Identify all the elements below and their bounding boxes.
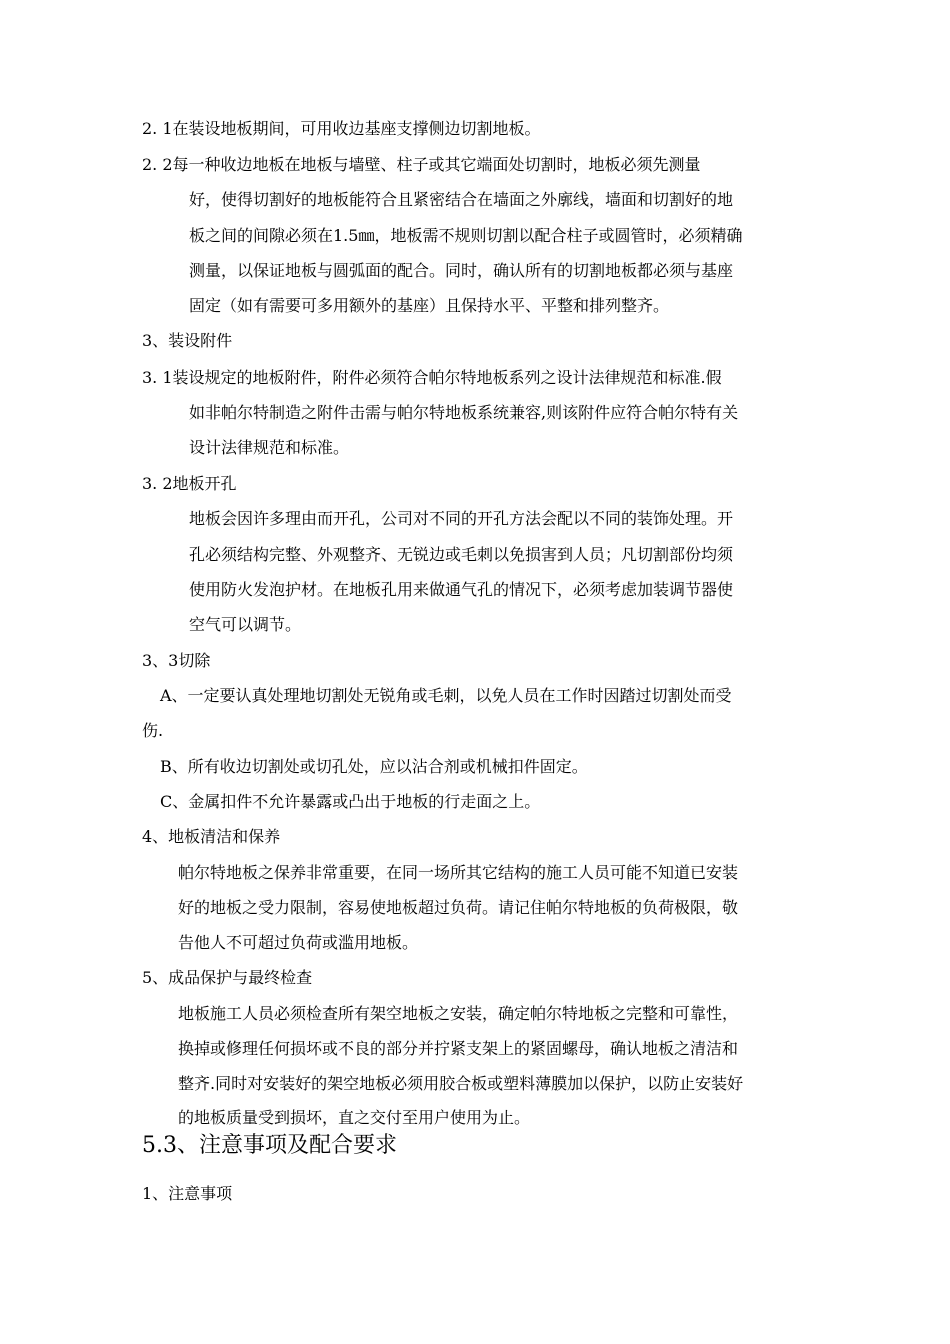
section-title: 3. 2地板开孔 bbox=[142, 474, 237, 493]
subsection-title: 1、注意事项 bbox=[142, 1184, 233, 1203]
section-title: 3、装设附件 bbox=[142, 331, 233, 350]
text-line: 如非帕尔特制造之附件击需与帕尔特地板系统兼容,则该附件应符合帕尔特有关 bbox=[189, 403, 739, 422]
text-line: 整齐.同时对安装好的架空地板必须用胶合板或塑料薄膜加以保护，以防止安装好 bbox=[178, 1074, 744, 1093]
text-line: 板之间的间隙必须在1.5㎜，地板需不规则切割以配合柱子或圆管时，必须精确 bbox=[189, 226, 743, 245]
text-line: C、金属扣件不允许暴露或凸出于地板的行走面之上。 bbox=[160, 792, 541, 811]
text-line: 使用防火发泡护材。在地板孔用来做通气孔的情况下，必须考虑加装调节器使 bbox=[189, 580, 734, 599]
text-line: 地板施工人员必须检查所有架空地板之安装，确定帕尔特地板之完整和可靠性， bbox=[178, 1004, 739, 1023]
text-line: 固定（如有需要可多用额外的基座）且保持水平、平整和排列整齐。 bbox=[189, 296, 670, 315]
text-line: 孔必须结构完整、外观整齐、无锐边或毛刺以免损害到人员；凡切割部份均须 bbox=[189, 545, 734, 564]
text-line: A、一定要认真处理地切割处无锐角或毛刺，以免人员在工作时因踏过切割处而受 bbox=[160, 686, 732, 705]
text-line: 设计法律规范和标准。 bbox=[189, 438, 350, 457]
section-title: 3、3切除 bbox=[142, 651, 211, 670]
text-line: 2. 2每一种收边地板在地板与墙壁、柱子或其它端面处切割时，地板必须先测量 bbox=[142, 155, 701, 174]
text-line: 2. 1在装设地板期间，可用收边基座支撑侧边切割地板。 bbox=[142, 119, 541, 138]
section-title: 5、成品保护与最终检查 bbox=[142, 968, 313, 987]
text-line: 的地板质量受到损坏，直之交付至用户使用为止。 bbox=[178, 1108, 531, 1127]
section-heading: 5.3、注意事项及配合要求 bbox=[142, 1133, 397, 1158]
section-title: 4、地板清洁和保养 bbox=[142, 827, 281, 846]
text-line: 伤. bbox=[142, 721, 164, 740]
text-line: 测量，以保证地板与圆弧面的配合。同时，确认所有的切割地板都必须与基座 bbox=[189, 261, 734, 280]
text-line: 换掉或修理任何损坏或不良的部分并拧紧支架上的紧固螺母，确认地板之清洁和 bbox=[178, 1039, 739, 1058]
text-line: B、所有收边切割处或切孔处，应以沾合剂或机械扣件固定。 bbox=[160, 757, 588, 776]
text-line: 好的地板之受力限制，容易使地板超过负荷。请记住帕尔特地板的负荷极限，敬 bbox=[178, 898, 739, 917]
text-line: 帕尔特地板之保养非常重要，在同一场所其它结构的施工人员可能不知道已安装 bbox=[178, 863, 739, 882]
text-line: 地板会因许多理由而开孔，公司对不同的开孔方法会配以不同的装饰处理。开 bbox=[189, 509, 734, 528]
text-line: 3. 1装设规定的地板附件，附件必须符合帕尔特地板系列之设计法律规范和标准.假 bbox=[142, 368, 722, 387]
text-line: 空气可以调节。 bbox=[189, 615, 302, 634]
text-line: 告他人不可超过负荷或滥用地板。 bbox=[178, 933, 419, 952]
text-line: 好，使得切割好的地板能符合且紧密结合在墙面之外廓线，墙面和切割好的地 bbox=[189, 190, 734, 209]
